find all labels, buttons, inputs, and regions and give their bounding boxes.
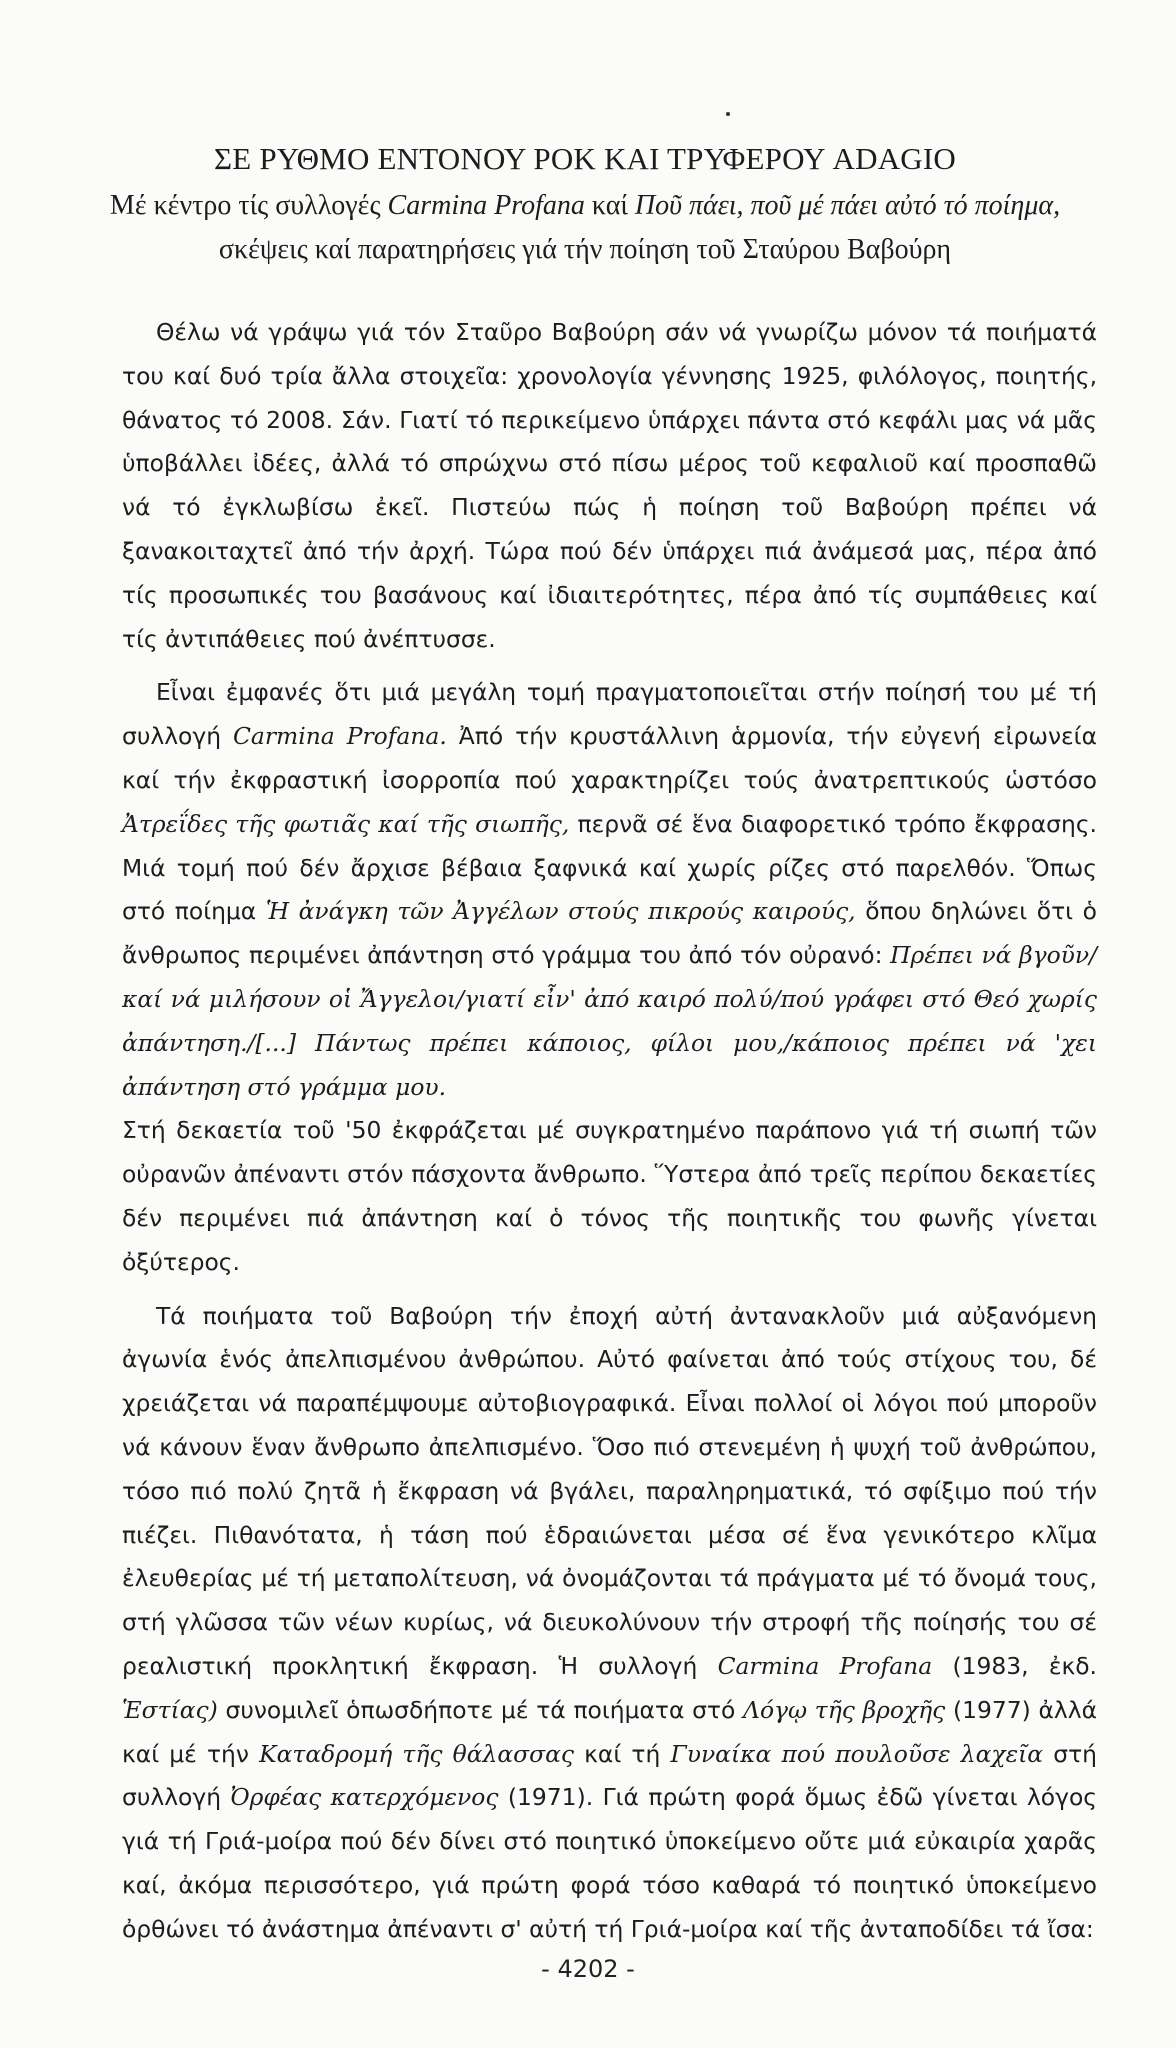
subtitle-text: σκέψεις καί παρατηρήσεις γιά τήν ποίηση τοῦ Σταύρου Βαβούρη	[218, 234, 952, 265]
paragraph-4	[122, 1295, 1097, 1952]
paragraph-text: ὅπου δηλώνει ὅτι ὁ ἄνθρωπος περιμένει ἀπάντηση στό γράμμα του ἀπό τόν οὐρανό:	[122, 897, 1097, 970]
page-number: - 4202 -	[541, 1955, 635, 1983]
article-header	[90, 138, 1080, 272]
article-body	[122, 311, 1097, 1951]
italic-text: Γυναίκα πού πουλοῦσε λαχεῖα	[670, 1739, 1044, 1768]
italic-text: Carmina Profana	[717, 1651, 933, 1680]
italic-text: Ἡ ἀνάγκη τῶν Ἀγγέλων στούς πικρούς καιρούς,	[265, 897, 856, 926]
speck-mark	[726, 112, 730, 116]
paragraph-text: (1971). Γιά πρώτη φορά ὅμως ἐδῶ γίνεται λόγος γιά τή Γριά-μοίρα πού δέν δίνει στό ποιητικό ὑποκείμενο οὔτε μιά εὐκαιρία χαρᾶς καί, ἀκόμα περισσότερο, γιά πρώτη φορά τόσο καθαρά τό ποιητικό ὑποκείμενο ὀρθώνει τό ἀνάστημα ἀπέναντι σ' αὐτή τή Γριά-μοίρα καί τῆς ἀνταποδίδει τά ἴσα:	[122, 1783, 1097, 1943]
italic-quote: Πρέπει νά βγοῦν/καί νά μιλήσουν οἱ Ἄγγελοι/γιατί εἶν' ἀπό καιρό πολύ/πού γράφει στό Θεό χωρίς ἀπάντηση./[...] Πάντως πρέπει κάποιος, φίλοι μου,/κάποιος πρέπει νά 'χει ἀπάντηση στό γράμμα μου.	[122, 941, 1097, 1101]
paragraph-2	[122, 671, 1097, 1109]
paragraph-text: (1983, ἐκδ.	[932, 1651, 1097, 1680]
subtitle-italic: Ποῦ πάει, ποῦ μέ πάει αὐτό τό ποίημα,	[634, 190, 1061, 221]
paragraph-text: στή συλλογή	[122, 1739, 1097, 1812]
paragraph-text: Τά ποιήματα τοῦ Βαβούρη τήν ἐποχή αὐτή ἀντανακλοῦν μιά αὐξανόμενη ἀγωνία ἑνός ἀπελπισμένου ἀνθρώπου. Αὐτό φαίνεται ἀπό τούς στίχους του, δέ χρειάζεται νά παραπέμψουμε αὐτοβιογραφικά. Εἶναι πολλοί οἱ λόγοι πού μποροῦν νά κάνουν ἕναν ἄνθρωπο ἀπελπισμένο. Ὅσο πιό στενεμένη ἡ ψυχή τοῦ ἀνθρώπου, τόσο πιό πολύ ζητᾶ ἡ ἔκφραση νά βγάλει, παραληρηματικά, τό σφίξιμο πού τήν πιέζει. Πιθανότατα, ἡ τάση πού ἑδραιώνεται μέσα σέ ἕνα γενικότερο κλῖμα ἐλευθερίας μέ τή μεταπολίτευση, νά ὀνομάζονται τά πράγματα μέ τό ὄνομά τους, στή γλῶσσα τῶν νέων κυρίως, νά διευκολύνουν τήν στροφή τῆς ποίησής του σέ ρεαλιστική προκλητική ἔκφραση. Ἡ συλλογή	[122, 1301, 1097, 1680]
paragraph-text: (1977) ἀλλά καί μέ τήν	[122, 1695, 1097, 1768]
paragraph-text: Εἶναι ἐμφανές ὅτι μιά μεγάλη τομή πραγματοποιεῖται στήν ποίησή του μέ τή συλλογή	[122, 678, 1097, 751]
italic-text: Λόγῳ τῆς βροχῆς	[743, 1695, 946, 1724]
paragraph-1	[122, 311, 1097, 661]
paragraph-text: καί τή	[573, 1739, 671, 1768]
subtitle-italic: Carmina Profana	[387, 190, 585, 221]
paragraph-text: Θέλω νά γράψω γιά τόν Σταῦρο Βαβούρη σάν νά γνωρίζω μόνον τά ποιήματά του καί δυό τρία ἄλλα στοιχεῖα: χρονολογία γέννησης 1925, φιλόλογος, ποιητής, θάνατος τό 2008. Σάν. Γιατί τό περικείμενο ὑπάρχει πάντα στό κεφάλι μας νά μᾶς ὑποβάλλει ἰδέες, ἀλλά τό σπρώχνω στό πίσω μέρος τοῦ κεφαλιοῦ καί προσπαθῶ νά τό ἐγκλωβίσω ἐκεῖ. Πιστεύω πώς ἡ ποίηση τοῦ Βαβούρη πρέπει νά ξανακοιταχτεῖ ἀπό τήν ἀρχή. Τώρα πού δέν ὑπάρχει πιά ἀνάμεσά μας, πέρα ἀπό τίς προσωπικές του βασάνους καί ἰδιαιτερότητες, πέρα ἀπό τίς συμπάθειες καί τίς ἀντιπάθειες πού ἀνέπτυσσε.	[122, 318, 1097, 653]
italic-text: Καταδρομή τῆς θάλασσας	[259, 1739, 574, 1768]
paragraph-text: Ἀπό τήν κρυστάλλινη ἁρμονία, τήν εὐγενή εἰρωνεία καί τήν ἐκφραστική ἰσορροπία πού χαρακτηρίζει τούς ἀνατρεπτικούς ὡστόσο	[122, 722, 1097, 794]
italic-text: Ὀρφέας κατερχόμενος	[230, 1783, 499, 1812]
paragraph-text: συνομιλεῖ ὁπωσδήποτε μέ τά ποιήματα στό	[217, 1695, 744, 1724]
italic-text: Carmina Profana.	[233, 722, 447, 751]
italic-text: Ἀτρεΐδες τῆς φωτιᾶς καί τῆς σιωπῆς,	[122, 809, 570, 838]
article-title: ΣΕ ΡΥΘΜΟ ΕΝΤΟΝΟΥ ΡΟΚ ΚΑΙ ΤΡΥΦΕΡΟΥ ADAGIO	[213, 141, 956, 176]
paragraph-text: Στή δεκαετία τοῦ '50 ἐκφράζεται μέ συγκρατημένο παράπονο γιά τή σιωπή τῶν οὐρανῶν ἀπέναντι στόν πάσχοντα ἄνθρωπο. Ὕστερα ἀπό τρεῖς περίπου δεκαετίες δέν περιμένει πιά ἀπάντηση καί ὁ τόνος τῆς ποιητικῆς του φωνῆς γίνεται ὀξύτερος.	[122, 1116, 1097, 1276]
italic-text: Ἑστίας)	[122, 1695, 218, 1724]
subtitle-text: Μέ κέντρο τίς συλλογές	[109, 190, 388, 221]
paragraph-text: περνᾶ σέ ἕνα διαφορετικό τρόπο ἔκφρασης. Μιά τομή πού δέν ἄρχισε βέβαια ξαφνικά καί χωρίς ρίζες στό παρελθόν. Ὅπως στό ποίημα	[122, 809, 1097, 926]
subtitle-text: καί	[584, 190, 635, 221]
article-subtitle	[90, 184, 1080, 272]
paragraph-3	[122, 1109, 1097, 1284]
